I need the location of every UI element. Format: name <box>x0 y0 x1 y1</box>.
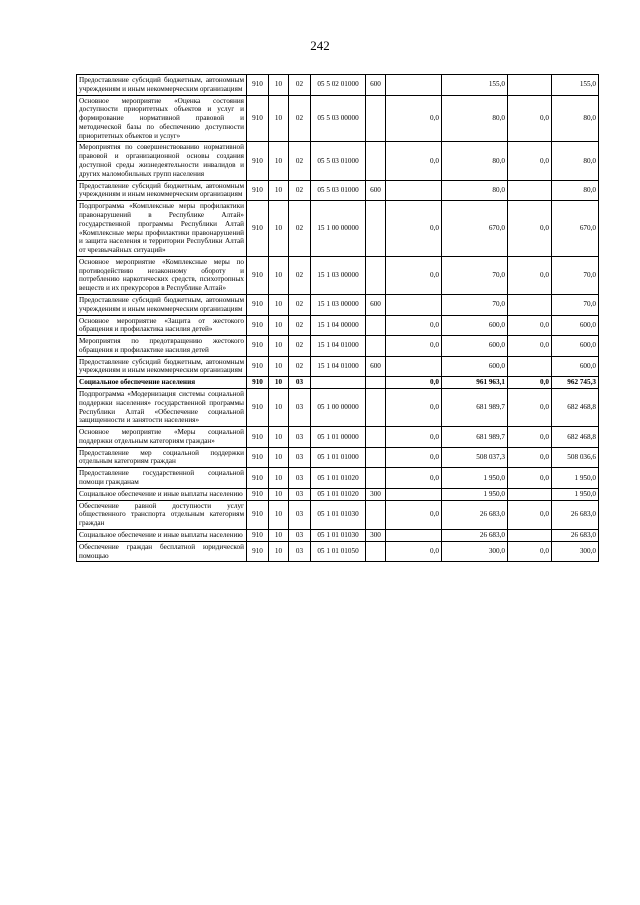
subsection-code: 02 <box>289 95 311 142</box>
table-row <box>77 529 599 541</box>
admin-code: 910 <box>247 356 269 377</box>
table-row <box>77 75 599 96</box>
target-article-code: 05 1 00 00000 <box>311 389 366 427</box>
amount-col-2: 26 683,0 <box>442 529 508 541</box>
target-article-code: 15 1 04 00000 <box>311 315 366 336</box>
target-article-code: 05 5 03 01000 <box>311 180 366 201</box>
subsection-code: 03 <box>289 447 311 468</box>
table-row <box>77 427 599 448</box>
amount-col-2: 961 963,1 <box>442 377 508 389</box>
row-name: Мероприятия по предотвращению жестокого обращения и профилактике насилия детей <box>77 336 247 357</box>
section-code: 10 <box>269 336 289 357</box>
target-article-code: 15 1 03 00000 <box>311 294 366 315</box>
subsection-code: 03 <box>289 541 311 562</box>
amount-col-2: 70,0 <box>442 256 508 294</box>
admin-code: 910 <box>247 95 269 142</box>
amount-col-2: 600,0 <box>442 315 508 336</box>
admin-code: 910 <box>247 488 269 500</box>
amount-col-3: 0,0 <box>508 500 552 529</box>
amount-col-1 <box>386 294 442 315</box>
table-row <box>77 468 599 489</box>
row-name: Предоставление государственной социальной помощи гражданам <box>77 468 247 489</box>
expense-type-code <box>366 541 386 562</box>
row-name: Социальное обеспечение и иные выплаты населению <box>77 529 247 541</box>
amount-col-2: 80,0 <box>442 180 508 201</box>
admin-code: 910 <box>247 427 269 448</box>
target-article-code: 15 1 04 01000 <box>311 336 366 357</box>
amount-col-3: 0,0 <box>508 377 552 389</box>
admin-code: 910 <box>247 500 269 529</box>
section-code: 10 <box>269 75 289 96</box>
amount-col-2: 600,0 <box>442 356 508 377</box>
target-article-code: 05 1 01 01000 <box>311 447 366 468</box>
row-name: Социальное обеспечение и иные выплаты населению <box>77 488 247 500</box>
section-code: 10 <box>269 180 289 201</box>
row-name: Предоставление субсидий бюджетным, автономным учреждениям и иным некоммерческим организациям <box>77 75 247 96</box>
admin-code: 910 <box>247 468 269 489</box>
amount-col-3: 0,0 <box>508 389 552 427</box>
row-name: Обеспечение граждан бесплатной юридической помощью <box>77 541 247 562</box>
amount-col-1: 0,0 <box>386 377 442 389</box>
subsection-code: 02 <box>289 294 311 315</box>
amount-col-4: 70,0 <box>552 256 599 294</box>
expense-type-code: 600 <box>366 294 386 315</box>
table-row <box>77 256 599 294</box>
expense-type-code: 300 <box>366 488 386 500</box>
table-row <box>77 356 599 377</box>
table-row <box>77 541 599 562</box>
amount-col-1: 0,0 <box>386 389 442 427</box>
expense-type-code: 600 <box>366 356 386 377</box>
section-code: 10 <box>269 294 289 315</box>
amount-col-4: 80,0 <box>552 180 599 201</box>
row-name: Подпрограмма «Комплексные меры профилактики правонарушений в Республике Алтай» государственной программы Республики Алтай «Комплексные меры профилактики правонарушений и защита населения и территории Республики Алтай от чрезвычайных ситуаций» <box>77 201 247 257</box>
amount-col-1 <box>386 529 442 541</box>
amount-col-4: 80,0 <box>552 95 599 142</box>
amount-col-2: 681 989,7 <box>442 427 508 448</box>
section-code: 10 <box>269 488 289 500</box>
table-row <box>77 201 599 257</box>
subsection-code: 02 <box>289 356 311 377</box>
amount-col-1: 0,0 <box>386 541 442 562</box>
row-name: Предоставление мер социальной поддержки отдельным категориям граждан <box>77 447 247 468</box>
amount-col-2: 80,0 <box>442 95 508 142</box>
subsection-code: 02 <box>289 142 311 180</box>
table-row <box>77 377 599 389</box>
target-article-code: 05 5 03 01000 <box>311 142 366 180</box>
target-article-code: 05 1 01 01030 <box>311 529 366 541</box>
amount-col-4: 600,0 <box>552 315 599 336</box>
subsection-code: 03 <box>289 529 311 541</box>
admin-code: 910 <box>247 142 269 180</box>
amount-col-3 <box>508 488 552 500</box>
admin-code: 910 <box>247 201 269 257</box>
amount-col-4: 682 468,8 <box>552 389 599 427</box>
amount-col-3: 0,0 <box>508 256 552 294</box>
row-name: Мероприятия по совершенствованию нормативной правовой и организационной основы создания доступной среды жизнедеятельности инвалидов и других маломобильных групп населения <box>77 142 247 180</box>
amount-col-3: 0,0 <box>508 447 552 468</box>
target-article-code: 05 1 01 00000 <box>311 427 366 448</box>
budget-table <box>76 74 599 562</box>
amount-col-3: 0,0 <box>508 336 552 357</box>
row-name: Предоставление субсидий бюджетным, автономным учреждениям и иным некоммерческим организациям <box>77 180 247 201</box>
amount-col-1: 0,0 <box>386 256 442 294</box>
amount-col-1: 0,0 <box>386 500 442 529</box>
admin-code: 910 <box>247 294 269 315</box>
subsection-code: 03 <box>289 488 311 500</box>
table-row <box>77 294 599 315</box>
amount-col-4: 26 683,0 <box>552 500 599 529</box>
expense-type-code <box>366 500 386 529</box>
expense-type-code <box>366 447 386 468</box>
section-code: 10 <box>269 377 289 389</box>
target-article-code <box>311 377 366 389</box>
amount-col-3 <box>508 180 552 201</box>
amount-col-1: 0,0 <box>386 95 442 142</box>
row-name: Основное мероприятие «Оценка состояния доступности приоритетных объектов и услуг и формирование нормативной правовой и методической базы по обеспечению доступности приоритетных объектов и услуг» <box>77 95 247 142</box>
amount-col-2: 70,0 <box>442 294 508 315</box>
table-row <box>77 500 599 529</box>
section-code: 10 <box>269 356 289 377</box>
amount-col-4: 600,0 <box>552 356 599 377</box>
amount-col-4: 600,0 <box>552 336 599 357</box>
admin-code: 910 <box>247 541 269 562</box>
subsection-code: 02 <box>289 180 311 201</box>
expense-type-code <box>366 336 386 357</box>
expense-type-code <box>366 427 386 448</box>
row-name: Социальное обеспечение населения <box>77 377 247 389</box>
target-article-code: 05 1 01 01030 <box>311 500 366 529</box>
section-code: 10 <box>269 315 289 336</box>
amount-col-1 <box>386 75 442 96</box>
expense-type-code: 600 <box>366 180 386 201</box>
amount-col-1: 0,0 <box>386 142 442 180</box>
amount-col-3: 0,0 <box>508 142 552 180</box>
admin-code: 910 <box>247 256 269 294</box>
amount-col-2: 1 950,0 <box>442 488 508 500</box>
subsection-code: 03 <box>289 377 311 389</box>
admin-code: 910 <box>247 389 269 427</box>
section-code: 10 <box>269 95 289 142</box>
amount-col-2: 1 950,0 <box>442 468 508 489</box>
amount-col-2: 300,0 <box>442 541 508 562</box>
section-code: 10 <box>269 541 289 562</box>
amount-col-2: 670,0 <box>442 201 508 257</box>
amount-col-1: 0,0 <box>386 315 442 336</box>
target-article-code: 15 1 03 00000 <box>311 256 366 294</box>
amount-col-4: 1 950,0 <box>552 468 599 489</box>
amount-col-3: 0,0 <box>508 541 552 562</box>
section-code: 10 <box>269 256 289 294</box>
subsection-code: 03 <box>289 468 311 489</box>
expense-type-code <box>366 468 386 489</box>
amount-col-3: 0,0 <box>508 315 552 336</box>
amount-col-3: 0,0 <box>508 95 552 142</box>
amount-col-1 <box>386 180 442 201</box>
section-code: 10 <box>269 389 289 427</box>
amount-col-2: 681 989,7 <box>442 389 508 427</box>
admin-code: 910 <box>247 447 269 468</box>
amount-col-3 <box>508 356 552 377</box>
amount-col-4: 682 468,8 <box>552 427 599 448</box>
expense-type-code <box>366 256 386 294</box>
page-number: 242 <box>310 38 330 53</box>
amount-col-3 <box>508 75 552 96</box>
target-article-code: 15 1 04 01000 <box>311 356 366 377</box>
amount-col-4: 300,0 <box>552 541 599 562</box>
section-code: 10 <box>269 529 289 541</box>
admin-code: 910 <box>247 377 269 389</box>
amount-col-1: 0,0 <box>386 447 442 468</box>
subsection-code: 02 <box>289 75 311 96</box>
subsection-code: 02 <box>289 201 311 257</box>
row-name: Основное мероприятие «Комплексные меры по противодействию незаконному обороту и потреблению наркотических средств, психотропных веществ и их прекурсоров в Республике Алтай» <box>77 256 247 294</box>
amount-col-1: 0,0 <box>386 336 442 357</box>
subsection-code: 03 <box>289 427 311 448</box>
amount-col-3: 0,0 <box>508 427 552 448</box>
admin-code: 910 <box>247 180 269 201</box>
table-row <box>77 389 599 427</box>
amount-col-3: 0,0 <box>508 468 552 489</box>
expense-type-code <box>366 95 386 142</box>
section-code: 10 <box>269 427 289 448</box>
subsection-code: 02 <box>289 256 311 294</box>
target-article-code: 05 5 03 00000 <box>311 95 366 142</box>
admin-code: 910 <box>247 315 269 336</box>
amount-col-4: 26 683,0 <box>552 529 599 541</box>
row-name: Основное мероприятие «Защита от жестокого обращения и профилактика насилия детей» <box>77 315 247 336</box>
table-row <box>77 180 599 201</box>
section-code: 10 <box>269 468 289 489</box>
amount-col-2: 26 683,0 <box>442 500 508 529</box>
amount-col-2: 80,0 <box>442 142 508 180</box>
admin-code: 910 <box>247 75 269 96</box>
expense-type-code <box>366 142 386 180</box>
table-row <box>77 95 599 142</box>
section-code: 10 <box>269 500 289 529</box>
amount-col-4: 962 745,3 <box>552 377 599 389</box>
amount-col-2: 155,0 <box>442 75 508 96</box>
amount-col-3: 0,0 <box>508 201 552 257</box>
table-row <box>77 447 599 468</box>
amount-col-2: 600,0 <box>442 336 508 357</box>
table-row <box>77 336 599 357</box>
row-name: Предоставление субсидий бюджетным, автономным учреждениям и иным некоммерческим организациям <box>77 356 247 377</box>
section-code: 10 <box>269 447 289 468</box>
amount-col-4: 508 036,6 <box>552 447 599 468</box>
row-name: Предоставление субсидий бюджетным, автономным учреждениям и иным некоммерческим организациям <box>77 294 247 315</box>
row-name: Обеспечение равной доступности услуг общественного транспорта отдельным категориям граждан <box>77 500 247 529</box>
section-code: 10 <box>269 201 289 257</box>
amount-col-2: 508 037,3 <box>442 447 508 468</box>
expense-type-code <box>366 315 386 336</box>
expense-type-code: 300 <box>366 529 386 541</box>
subsection-code: 03 <box>289 389 311 427</box>
amount-col-4: 155,0 <box>552 75 599 96</box>
amount-col-1: 0,0 <box>386 201 442 257</box>
subsection-code: 02 <box>289 336 311 357</box>
target-article-code: 05 1 01 01020 <box>311 468 366 489</box>
expense-type-code: 600 <box>366 75 386 96</box>
amount-col-3 <box>508 294 552 315</box>
expense-type-code <box>366 389 386 427</box>
expense-type-code <box>366 377 386 389</box>
table-row <box>77 315 599 336</box>
amount-col-1: 0,0 <box>386 468 442 489</box>
amount-col-3 <box>508 529 552 541</box>
amount-col-4: 670,0 <box>552 201 599 257</box>
row-name: Подпрограмма «Модернизация системы социальной поддержки населения» государственной программы Республики Алтай «Обеспечение социальной защищенности и занятости населения» <box>77 389 247 427</box>
amount-col-1 <box>386 356 442 377</box>
row-name: Основное мероприятие «Меры социальной поддержки отдельным категориям граждан» <box>77 427 247 448</box>
target-article-code: 15 1 00 00000 <box>311 201 366 257</box>
table-row <box>77 488 599 500</box>
subsection-code: 03 <box>289 500 311 529</box>
subsection-code: 02 <box>289 315 311 336</box>
expense-type-code <box>366 201 386 257</box>
amount-col-4: 70,0 <box>552 294 599 315</box>
section-code: 10 <box>269 142 289 180</box>
amount-col-4: 1 950,0 <box>552 488 599 500</box>
target-article-code: 05 5 02 01000 <box>311 75 366 96</box>
amount-col-1 <box>386 488 442 500</box>
amount-col-4: 80,0 <box>552 142 599 180</box>
table-row <box>77 142 599 180</box>
target-article-code: 05 1 01 01020 <box>311 488 366 500</box>
amount-col-1: 0,0 <box>386 427 442 448</box>
target-article-code: 05 1 01 01050 <box>311 541 366 562</box>
admin-code: 910 <box>247 336 269 357</box>
admin-code: 910 <box>247 529 269 541</box>
